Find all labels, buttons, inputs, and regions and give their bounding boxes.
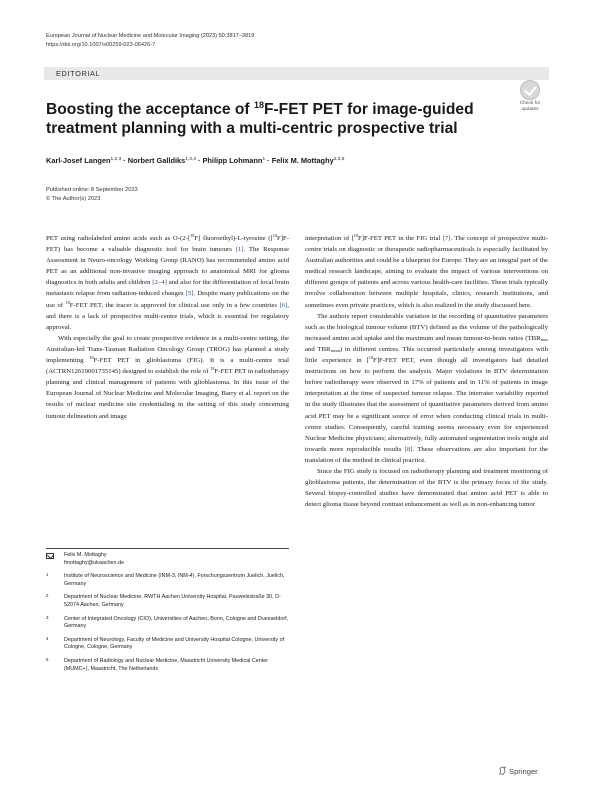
check-badge-line2: updates (521, 106, 539, 112)
envelope-icon (46, 553, 54, 559)
check-for-updates-icon (520, 80, 540, 100)
doi-link[interactable]: https://doi.org/10.1007/s00259-023-06426-7 (46, 42, 156, 48)
check-for-updates-button[interactable] (513, 80, 547, 113)
footnote-divider (46, 548, 289, 549)
citation-link[interactable]: [5] (185, 290, 194, 298)
citation-link[interactable]: [8] (404, 445, 413, 453)
corresponding-author: Felix M. Mottaghy (64, 552, 107, 558)
publisher-name: Springer (509, 767, 538, 776)
affiliation-item: 2 Department of Nuclear Medicine, RWTH Aachen University Hospital, Pauwelsstraße 30, D-52074 Aachen, Germany (46, 593, 281, 608)
affiliation-item: 5 Department of Radiology and Nuclear Medicine, Maastricht University Medical Center (MUMC+), Maastricht, The Netherlands (46, 656, 269, 672)
journal-citation: European Journal of Nuclear Medicine and Molecular Imaging (2023) 50:3817–3819 (46, 33, 255, 39)
section-label: EDITORIAL (56, 69, 101, 78)
section-bar (44, 67, 549, 80)
citation-link[interactable]: [1] (235, 246, 244, 254)
citation-link[interactable]: [7] (442, 235, 451, 242)
body-paragraph: Since the FIG study is focused on radiotherapy planning and treatment monitoring of glioblastoma patients, the determination of the BTV is the primary focus of the study. Several biopsy-controlled studies have demonstrated that amino acid PET is able to detect glioma tissue beyond contrast enhancement as well as in non-enhancing tumor (305, 467, 548, 509)
body-column-right (305, 233, 548, 510)
affiliation-item: 3 Center of Integrated Oncology (CIO), Universities of Aachen, Bonn, Cologne and Duesseldorf, Germany (46, 614, 289, 630)
citation-link[interactable]: [2–4] (152, 279, 167, 287)
author-name[interactable]: Karl-Josef Langen (46, 156, 111, 165)
author-name[interactable]: Philipp Lohmann (202, 156, 263, 165)
published-date: Published online: 8 September 2023 (46, 187, 138, 193)
body-paragraph: interpretation of [$^{18}$F]F-FET PET in the FIG trial [7]. The concept of prospective multi-centre trials on diagnostic or therapeutic radiopharmaceuticals is especially facilitated by Australian authorities and could be a blueprint for Europe. They are an integral part of the medical research landscape, aiming to evaluate the impact of various interventions on different groups of patients and across various health-care facilities. These trials typically involve collaboration between multiple hospitals, clinics, research institutions, and sometimes even private practices, which is also realized in the study discussed here. (305, 233, 548, 309)
author-list: Karl-Josef Langen$^{1,2,3}$ · Norbert Galldiks$^{1,3,4}$ · Philipp Lohmann$^1$ · Felix M. Mottaghy$^{2,3,5}$ (46, 156, 345, 165)
affiliation-item: 1 Institute of Neuroscience and Medicine (INM-3, INM-4), Forschungszentrum Juelich, Juelich, Germany (46, 572, 285, 587)
copyright-notice: © The Author(s) 2023 (46, 196, 101, 202)
body-column-left (46, 233, 289, 422)
body-paragraph: With especially the goal to create prospective evidence in a multi-centre setting, the Australian-led Trans-Tasman Radiation Oncology Group (TROG) has planned a study implementing $^{18}$F-FET PET in glioblastoma (FIG). It is a multi-centre trial (ACTRN12619001735145) designed to establish the role of $^{18}$F-FET PET in radiotherapy planning and clinical management of patients with glioblastoma. In this issue of the European Journal of Nuclear Medicine and Molecular Imaging, Barry et al. report on the results of nuclear medicine site credentialing in the setting of this study concerning tumour delineation and image (46, 334, 289, 420)
author-affiliation-marker: 2,3,5 (333, 157, 345, 162)
body-paragraph: The authors report considerable variation in the recording of quantitative parameters such as the biological tumour volume (BTV) defined as the volume of the pathologically increased amino acid uptake and the maximum and mean tumour-to-brain ratios ($TBR_{max}$ and $TBR_{mean}$) in different centres. This occurred particularly among investigators with little experience in [$^{18}$F]F-FET PET, even though all investigators had detailed instructions on how to perform the analysis. Major violations in BTV determination before radiotherapy were observed in 17% of patients and in 11% of patients in image interpretation at the time of suspected tumour relapse. The interrater variability reported in the study illustrates that the assessment of quantitative parameters derived from amino acid PET may be a significant source of error when conducting clinical trials in multi-centre studies. Consequently, careful training seems necessary even for experienced Nuclear Medicine physicians; alternatively, fully automated segmentation tools might aid towards more reproducible results [8]. These observations are also important for the translation of the method in clinical practice. (305, 312, 548, 464)
check-badge-line1: Check for (519, 101, 541, 106)
author-affiliation-marker: 1,3,4 (185, 157, 196, 162)
affiliation-item: 4 Department of Neurology, Faculty of Medicine and University Hospital Cologne, University of Cologne, Cologne, Germany (46, 635, 285, 651)
publisher-logo (498, 766, 538, 776)
correspondence (46, 552, 289, 567)
article-title: Boosting the acceptance of $^{18}$F-FET PET for image-guided treatment planning with a multi-centric prospective trial (46, 100, 474, 137)
author-name[interactable]: Felix M. Mottaghy (271, 156, 334, 165)
citation-link[interactable]: [6] (279, 301, 288, 309)
author-affiliation-marker: 1 (262, 157, 266, 162)
springer-horse-icon (498, 766, 507, 775)
author-affiliation-marker: 1,2,3 (110, 157, 122, 162)
body-paragraph: PET using radiolabeled amino acids such as O-(2-[$^{18}$F] fluoroethyl)-L-tyrosine ([$^{18}$F]F-FET) has become a valuable diagnostic tool for brain tumours [1]. The Response Assessment in Neuro-oncology Working Group (RANO) has recommended amino acid PET as an additional non-invasive imaging approach to anatomical MRI for glioma diagnostics in both adults and children [2–4] and also for the differentiation of local brain metastasis relapse from radiation-induced changes [5]. Despite many publications on the use of $^{18}$F-FET PET, the tracer is approved for clinical use only in a few countries [6], and there is a lack of prospective multi-centre trials, which is essential for regulatory approval. (46, 233, 289, 331)
affiliations-block (46, 552, 289, 673)
author-name[interactable]: Norbert Galldiks (127, 156, 186, 165)
corresponding-email[interactable]: fmottaghy@ukaachen.de (64, 559, 125, 566)
